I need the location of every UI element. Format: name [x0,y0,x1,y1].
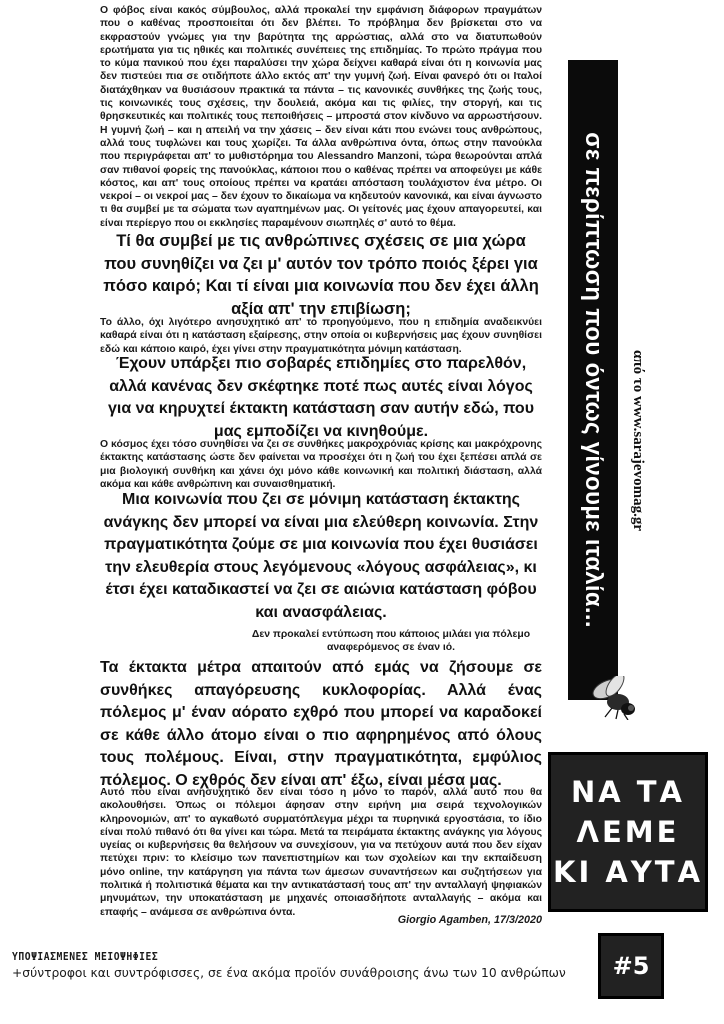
fly-icon [590,676,640,720]
slogan-box [548,752,708,912]
side-note: Δεν προκαλεί εντύπωση που κάποιος μιλάει για πόλεμο αναφερόμενος σε έναν ιό. [251,629,531,654]
article-paragraph-4: Αυτό που είναι ανησυχητικό δεν είναι τόσο η μόνο το παρόν, αλλά αυτό που θα ακολουθήσει. Όπως οι πόλεμοι άφησαν στην ειρήνη μια σειρά τεχνολογικών κληρονομιών, απ' το αγκαθωτό συρματόπλεγμα μέχρι τα πυρηνικά εργοστάσια, το ίδιο είναι πολύ πιθανό ότι θα γίνει και τώρα. Μετά τα πειράματα έκτακτης ανάγκης για λόγους υγείας οι κυβερνήσεις θα θελήσουν να συνεχίσουν, για να πετύχουν αυτά που δεν είχαν πετύχει πριν: το κλείσιμο των πανεπιστημίων και των σχολείων και την εκπαίδευση μόνο online, την κατάργηση για πάντα των άμεσων συναντήσεων και συζητήσεων για πολιτικά ή πολιτιστικά θέματα και την αντικατάστασή τους απ' την ανταλλαγή ψηφιακών μηνυμάτων, την υποκατάσταση με μηχανές οποιασδήποτε ανταλλαγής – ακόμα και επαφής – ανάμεσα σε ανθρώπινα όντα. [100,787,542,918]
pull-quote-4: Τα έκτακτα μέτρα απαιτούν από εμάς να ζήσουμε σε συνθήκες απαγόρευσης κυκλοφορίας. Αλλά ένας πόλεμος μ' έναν αόρατο εχθρό που μπορεί να καραδοκεί σε κάθε άλλο άτομο είναι ο πιο αφηρημένος από όλους τους πολέμους. Είναι, στην πραγματικότητα, εμφύλιος πόλεμος. Ο εχθρός δεν είναι απ' έξω, είναι μέσα μας. [100,659,542,789]
issue-number-box [598,933,664,999]
footer-text: +σύντροφοι και συντρόφισσες, σε ένα ακόμα προϊόν συνάθροισης άνω των 10 ανθρώπων [12,966,566,980]
pull-quote-3: Μια κοινωνία που ζει σε μόνιμη κατάσταση έκτακτης ανάγκης δεν μπορεί να είναι μια ελεύθερη κοινωνία. Στην πραγματικότητα ζούμε σε μια κοινωνία που έχει θυσιάσει την ελευθερία στους λεγόμενους «λόγους ασφάλειας», κι έτσι έχει καταδικαστεί να ζει σε αιώνια κατάσταση φόβου και ανασφάλειας. [103,491,539,621]
signature: Giorgio Agamben, 17/3/2020 [397,914,542,926]
article-paragraph-1: Ο φόβος είναι κακός σύμβουλος, αλλά προκαλεί την εμφάνιση διάφορων πραγμάτων που ο καθένας προσποιείται ότι δεν βλέπει. Το πρόβλημα δεν βρίσκεται στο να εκφραστούν γνώμες για την βαρύτητα της αρρώστιας, αλλά στο να διατυπωθούν ερωτήματα για τις ηθικές και πολιτικές συνέπειες της επιδημίας. Το πρώτο πράγμα που το κύμα πανικού που έχει παραλύσει την χώρα δείχνει καθαρά είναι ότι η κοινωνία μας δεν πιστεύει πια σε οτιδήποτε άλλο εκτός απ' την γυμνή ζωή. Είναι φανερό ότι οι Ιταλοί διατάχθηκαν να θυσιάσουν πρακτικά τα πάντα – τις κανονικές συνθήκες της ζωής τους, τις κοινωνικές τους σχέσεις, την δουλειά, ακόμα και τις φιλίες, την στοργή, και τις θρησκευτικές και πολιτικές τους πεποιθήσεις – μπροστά στον κίνδυνο να αρρωστήσουν. Η γυμνή ζωή – και η απειλή να την χάσεις – δεν είναι κάτι που ενώνει τους ανθρώπους, αλλά τους τυφλώνει και τους χωρίζει. Τα άλλα ανθρώπινα όντα, όπως στην πανούκλα που περιγράφεται απ' το μυθιστόρημα του Alessandro Manzoni, τώρα θεωρούνται απλά σαν πιθανοί φορείς της πανούκλας, κάποιοι που ο καθένας πρέπει να αποφεύγει με κάθε κόστος, και απ' τους οποίους πρέπει να κρατάει απόσταση τουλάχιστον ένα μέτρο. Οι νεκροί – οι νεκροί μας – δεν έχουν το δικαίωμα να κηδευτούν κανονικά, και είναι άγνωστο τι θα συμβεί με τα σώματα των αγαπημένων μας. Οι γείτονές μας έχουν απαγορευτεί, και είναι περίεργο που οι εκκλησίες παραμένουν σιωπηλές σ' αυτό το θέμα. [100,5,542,229]
vertical-banner [568,60,688,700]
pull-quote-2: Έχουν υπάρξει πιο σοβαρές επιδημίες στο παρελθόν, αλλά κανένας δεν σκέφτηκε ποτέ πως αυτές είναι λόγος για να κηρυχτεί έκτακτη κατάσταση σαν αυτήν εδώ, που μας εμποδίζει να κινηθούμε. [107,355,535,440]
vertical-title: σε περίπτωση που όντως γίνουμε ιταλία... [580,132,607,628]
article-paragraph-2: Το άλλο, όχι λιγότερο ανησυχητικό απ' το προηγούμενο, που η επιδημία αναδεικνύει καθαρά είναι ότι η κατάσταση εξαίρεσης, στην οποία οι κυβερνήσεις μας έχουν συνηθίσει εδώ και κάποιο καιρό, έχει γίνει στην πραγματικότητα μόνιμη κατάσταση. [100,317,542,355]
article-paragraph-3: Ο κόσμος έχει τόσο συνηθίσει να ζει σε συνθήκες μακροχρόνιας κρίσης και μακρόχρονης έκτακτης κατάστασης ώστε δεν φαίνεται να προσέχει ότι η ζωή του έχει ξεπέσει απλά σε μια βιολογική συνθήκη και χάνει όχι μόνο κάθε κοινωνική και πολιτική διάσταση, αλλά ακόμα και κάθε ανθρώπινη και συναισθηματική. [100,439,542,490]
slogan-line-2: ΛΕΜΕ [576,815,680,849]
slogan-line-1: ΝΑ ΤΑ [570,775,686,809]
pull-quote-1: Τί θα συμβεί με τις ανθρώπινες σχέσεις σε μια χώρα που συνηθίζει να ζει μ' αυτόν τον τρόπο ποιός ξέρει για πόσο καιρό; Και τί είναι μια κοινωνία που δεν έχει άλλη αξία απ' την επιβίωση; [103,232,539,318]
footer-title: ΥΠΟΨΙΑΣΜΕΝΕΣ ΜΕΙΟΨΗΦΙΕΣ [12,950,159,963]
slogan-line-3: ΚΙ ΑΥΤΑ [552,855,704,889]
issue-number: #5 [612,952,650,980]
vertical-source: από το www.sarajevomag.gr [630,350,646,531]
